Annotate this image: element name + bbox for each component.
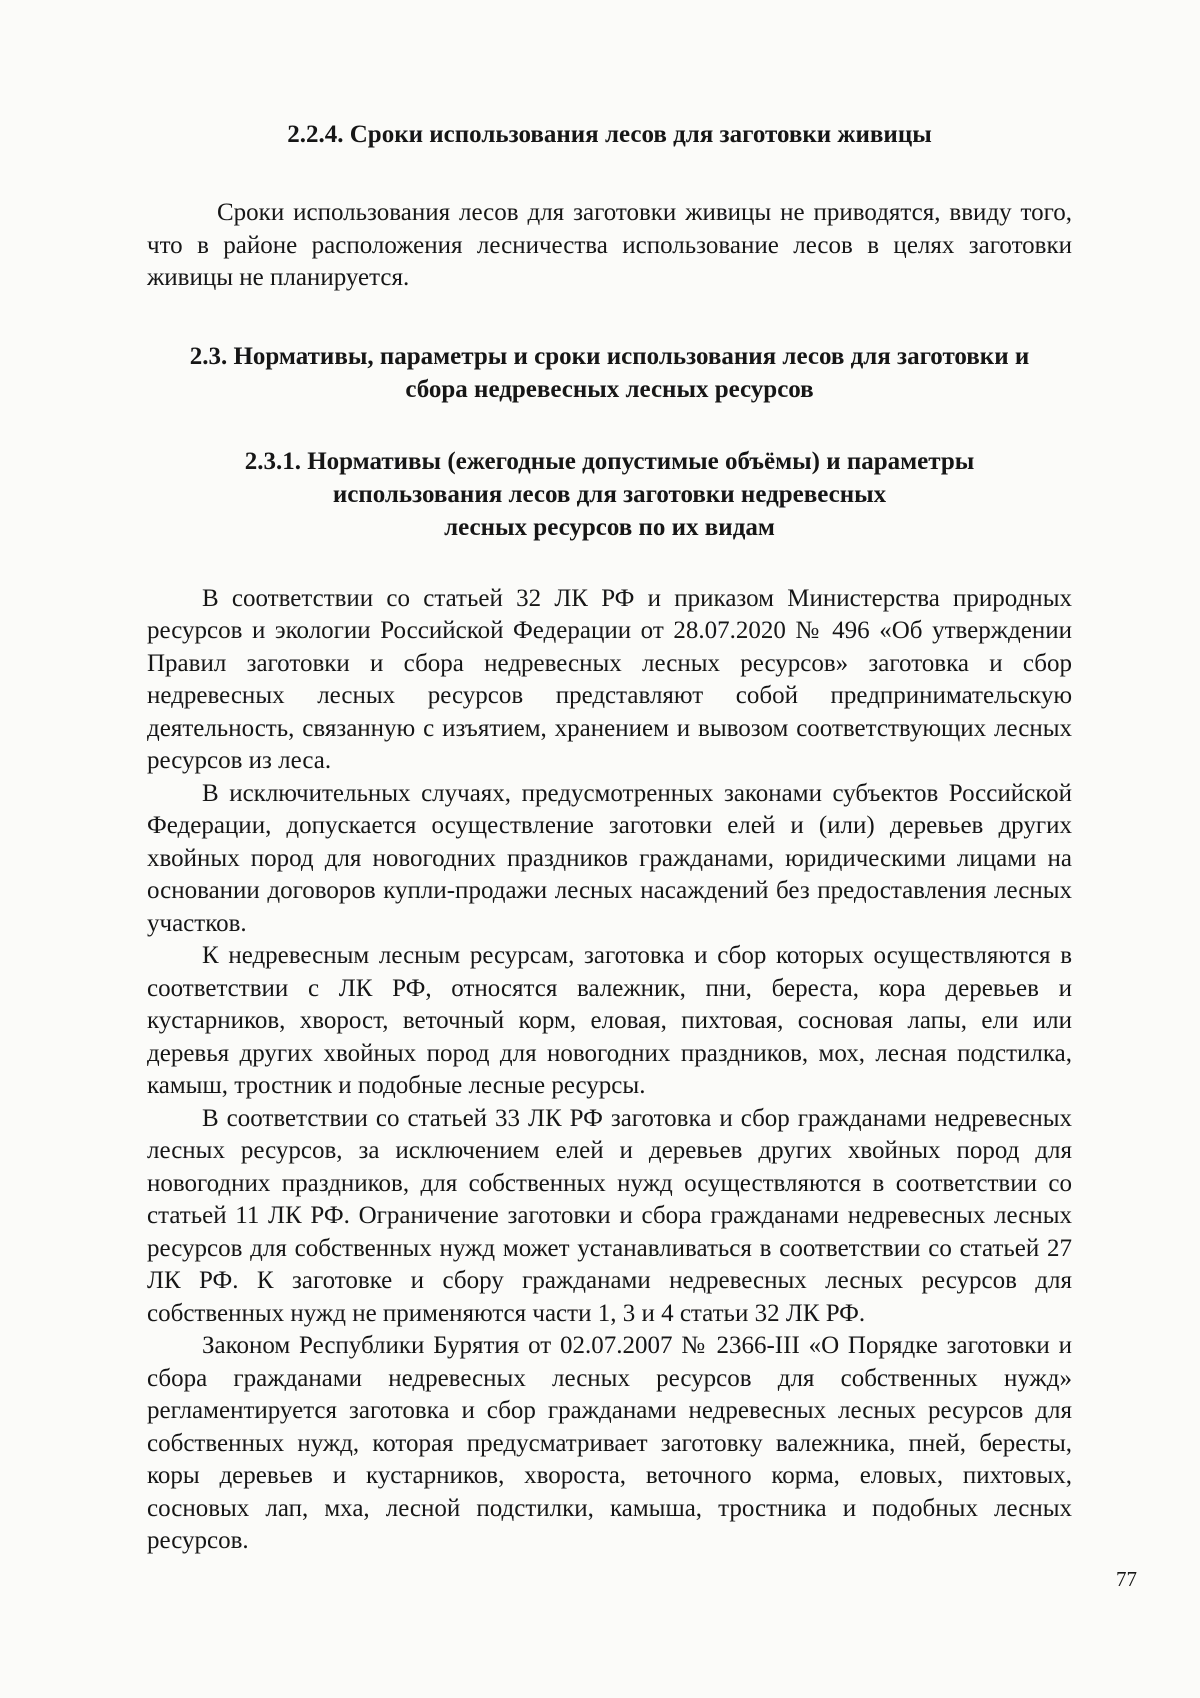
paragraph: В соответствии со статьей 32 ЛК РФ и приказом Министерства природных ресурсов и экологии Российской Федерации от 28.07.2020 № 496 «Об утверждении Правил заготовки и сбора недревесных лесных ресурсов» заготовка и сбор недревесных лесных ресурсов представляют собой предпринимательскую деятельность, связанную с изъятием, хранением и вывозом соответствующих лесных ресурсов из леса. (147, 584, 1072, 774)
section-text-2-2-4: Сроки использования лесов для заготовки живицы не приводятся, ввиду того, что в районе расположения лесничества использование лесов в целях заготовки живицы не планируется. (147, 199, 1072, 291)
heading-line: использования лесов для заготовки недревесных (332, 480, 887, 508)
section-heading-2-3 (147, 340, 1072, 406)
heading-line: 2.3. Нормативы, параметры и сроки использования лесов для заготовки и (189, 342, 1030, 370)
paragraph: В исключительных случаях, предусмотренных законами субъектов Российской Федерации, допускается осуществление заготовки елей и (или) деревьев других хвойных пород для новогодних праздников гражданами, юридическими лицами на основании договоров купли-продажи лесных насаждений без предоставления лесных участков. (147, 779, 1072, 937)
paragraph: Законом Республики Бурятия от 02.07.2007 № 2366-III «О Порядке заготовки и сбора гражданами недревесных лесных ресурсов для собственных нужд» регламентируется заготовка и сбор гражданами недревесных лесных ресурсов для собственных нужд, которая предусматривает заготовку валежника, пней, бересты, коры деревьев и кустарников, хвороста, веточного корма, еловых, пихтовых, сосновых лап, мха, лесной подстилки, камыша, тростника и подобных лесных ресурсов. (147, 1332, 1072, 1554)
heading-line: 2.3.1. Нормативы (ежегодные допустимые объёмы) и параметры (244, 447, 975, 475)
section-heading-2-3-1 (147, 445, 1072, 544)
heading-line: 2.2.4. Сроки использования лесов для заготовки живицы (287, 121, 932, 148)
heading-line: лесных ресурсов по их видам (444, 513, 775, 541)
heading-line: сбора недревесных лесных ресурсов (405, 375, 814, 403)
page-number: 77 (1116, 1567, 1137, 1591)
section-body-2-3-1 (147, 583, 1072, 1558)
paragraph: В соответствии со статьей 33 ЛК РФ заготовка и сбор гражданами недревесных лесных ресурсов, за исключением елей и деревьев других хвойных пород для новогодних праздников, для собственных нужд осуществляются в соответствии со статьей 11 ЛК РФ. Ограничение заготовки и сбора гражданами недревесных лесных ресурсов для собственных нужд может устанавливаться в соответствии со статьей 27 ЛК РФ. К заготовке и сбору гражданами недревесных лесных ресурсов для собственных нужд не применяются части 1, 3 и 4 статьи 32 ЛК РФ. (147, 1104, 1072, 1327)
section-heading-2-2-4 (147, 118, 1072, 151)
paragraph: К недревесным лесным ресурсам, заготовка и сбор которых осуществляются в соответствии с ЛК РФ, относятся валежник, пни, береста, кора деревьев и кустарников, хворост, веточный корм, еловая, пихтовая, сосновая лапы, ели или деревья других хвойных пород для новогодних праздников, мох, лесная подстилка, камыш, тростник и подобные лесные ресурсы. (147, 942, 1072, 1099)
